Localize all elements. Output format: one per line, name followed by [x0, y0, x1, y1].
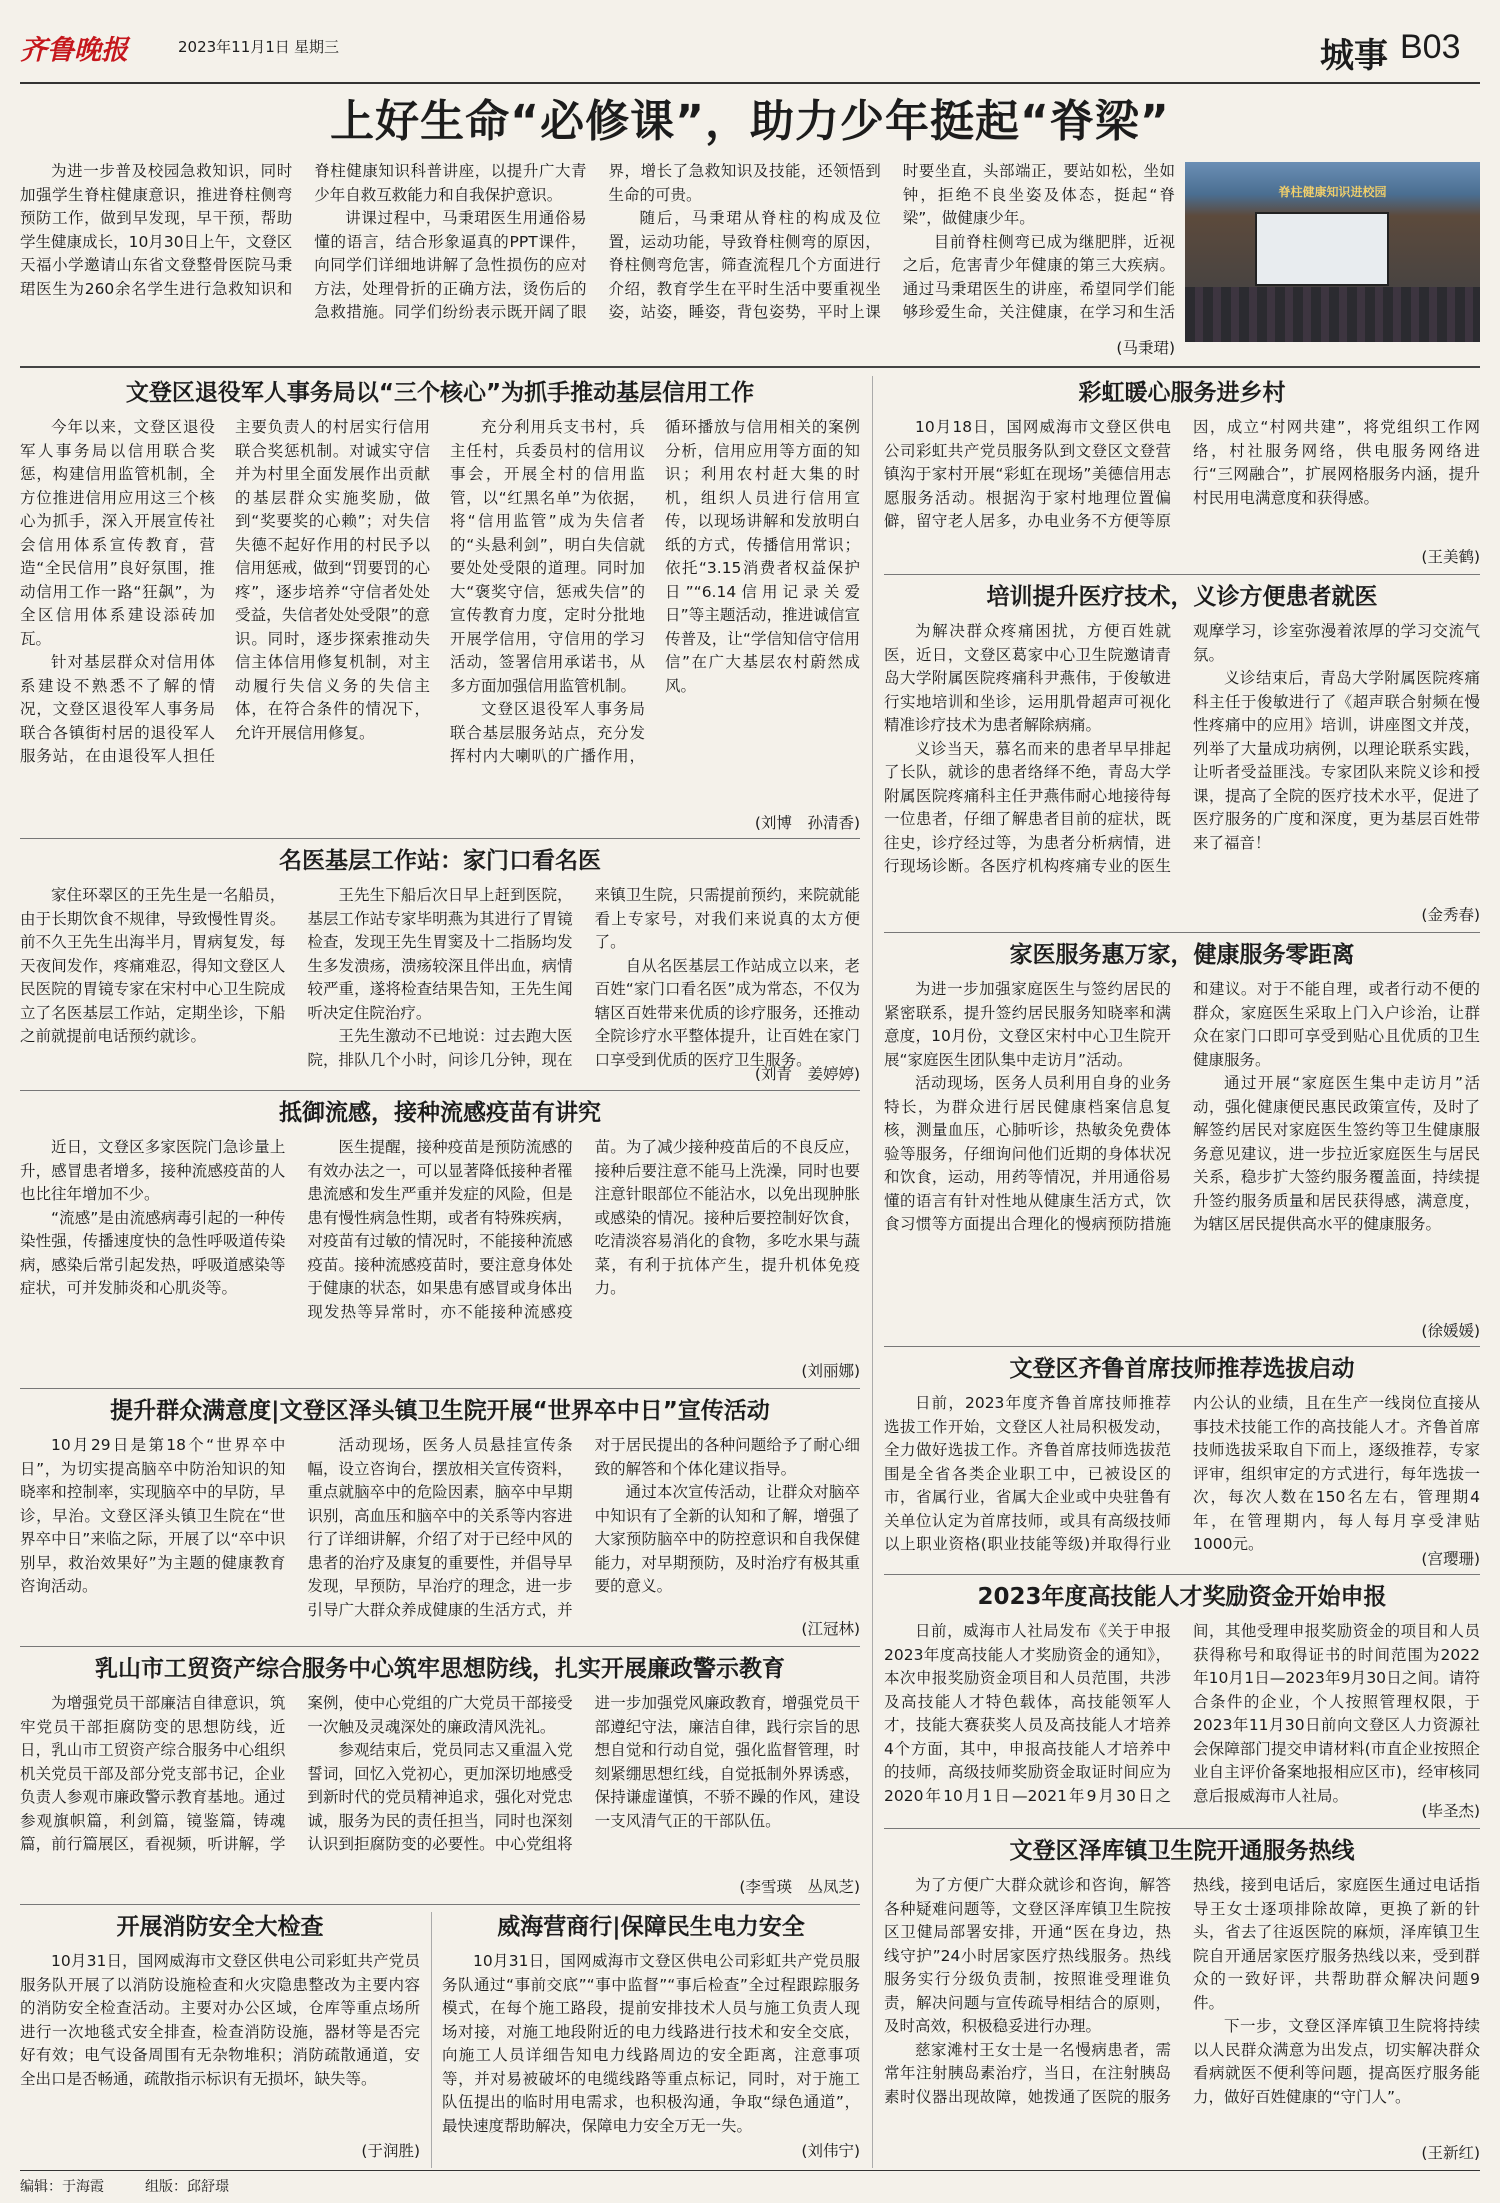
- power-body: [442, 1950, 860, 2140]
- article-divider: [20, 1388, 860, 1389]
- paragraph: 10月29日是第18个“世界卒中日”，为切实提高脑卒中防治知识的知晓率和控制率，实现脑卒中的早防，早诊，早治。文登区泽头镇卫生院在“世界卒中日”来临之际，开展了以“卒中识别早，救治效果好”为主题的健康教育咨询活动。: [20, 1436, 286, 1595]
- paragraph: 活动现场，医务人员悬挂宣传条幅，设立咨询台，摆放相关宣传资料，重点就脑卒中的危险因素，脑卒中早期识别，高血压和脑卒中的关系等内容进行了详细讲解，介绍了对于已经中风的患者的治疗及康复的重要性，并倡导早发现，早预防，早治疗的理念，进一步引导广大群众养成健康的生活方式，并对于居民提出的各种问题给予了耐心细致的解答和个体化建议指导。: [307, 1436, 860, 1619]
- layout-credit: 组版：邱舒璟: [145, 2179, 229, 2195]
- flu-body: [20, 1136, 860, 1370]
- credit-headline: 文登区退役军人事务局以“三个核心”为抓手推动基层信用工作: [125, 380, 755, 406]
- section-divider: [20, 366, 1480, 368]
- paragraph: 日前，2023年度齐鲁首席技师推荐选拔工作开始，文登区人社局积极发动，全力做好选拔工作。齐鲁首席技师选拔范围是全省各类企业职工中，已被设区的市，省属行业，省属大企业或中央驻鲁有关单位认定为首席技师，或具有高级技师以上职业资格(职业技能等级)并取得行业内公认的业绩，且在生产一线岗位直接从事技术技能工作的高技能人才。齐鲁首席技师选拔采取自下而上，逐级推荐，专家评审，组织审定的方式进行，每年选拔一次，每次人数在150名左右，管理期4年，在管理期内，每人每月享受津贴1000元。: [884, 1394, 1480, 1553]
- article-divider: [884, 1574, 1480, 1575]
- paragraph: 通过开展“家庭医生集中走访月”活动，强化健康便民惠民政策宣传，及时了解签约居民对家庭医生签约等卫生健康服务意见建议，进一步拉近家庭医生与居民关系，稳步扩大签约服务覆盖面，持续提升签约服务质量和居民获得感，满意度，为辖区居民提供高水平的健康服务。: [1193, 1074, 1480, 1233]
- talent-headline: 2023年度高技能人才奖励资金开始申报: [977, 1584, 1387, 1610]
- family-body: [884, 978, 1480, 1330]
- byline: (王新红): [1421, 2144, 1480, 2162]
- paragraph: 慈家滩村王女士是一名慢病患者，需常年注射胰岛素治疗，当日，在注射胰岛素时仪器出现故障，她拨通了医院的服务热线，接到电话后，家庭医生通过电话指导王女士逐项排除故障，更换了新的针头，省去了往返医院的麻烦，泽库镇卫生院自开通居家医疗服务热线以来，受到群众的一致好评，共帮助群众解决问题9件。: [884, 1876, 1480, 2106]
- article-divider: [20, 838, 860, 839]
- paragraph: 随后，马秉珺从脊柱的构成及位置，运动功能，导致脊柱侧弯的原因，脊柱侧弯危害，筛查流程几个方面进行介绍，教育学生在平时生活中要重视坐姿，站姿，睡姿，背包姿势，平时上课时要坐直，头部端正，要站如松，坐如钟，拒绝不良坐姿及体态，挺起“脊梁”，做健康少年。: [608, 162, 1175, 321]
- byline: (马秉珺): [1116, 339, 1175, 357]
- column-divider: [431, 1912, 432, 2168]
- page-code: B03: [1400, 28, 1461, 66]
- paragraph: 目前脊柱侧弯已成为继肥胖，近视之后，危害青少年健康的第三大疾病。通过马秉珺医生的讲座，希望同学们能够珍爱生命，关注健康，在学习和生活: [902, 232, 1175, 321]
- paragraph: 自从名医基层工作站成立以来，老百姓“家门口看名医”成为常态，不仅为辖区百姓带来优质的诊疗服务，还推动全院诊疗水平整体提升，让百姓在家门口享受到优质的医疗卫生服务。: [594, 956, 860, 1069]
- paragraph: 针对基层群众对信用体系建设不熟悉不了解的情况，文登区退役军人事务局联合各镇街村居的退役军人服务站，在由退役军人担任主要负责人的村居实行信用联合奖惩机制。对诚实守信并为村里全面发展作出贡献的基层群众实施奖励，做到“奖要奖的心赖”；对失信失德不起好作用的村民予以信用惩戒，做到“罚要罚的心疼”，逐步培养“守信者处处受益，失信者处处受限”的意识。同时，逐步探索推动失信主体信用修复机制，对主动履行失信义务的失信主体，在符合条件的情况下，允许开展信用修复。: [20, 418, 430, 765]
- lecture-photo: [1185, 162, 1480, 342]
- lead-headline: 上好生命“必修课”，助力少年挺起“脊梁”: [330, 96, 1170, 147]
- article-divider: [884, 932, 1480, 933]
- article-divider: [20, 1646, 860, 1647]
- issue-weekday: 星期三: [294, 38, 340, 56]
- paragraph: 10月31日，国网威海市文登区供电公司彩虹共产党员服务队通过“事前交底”“事中监督”“事后检查”全过程跟踪服务模式，在每个施工路段，提前安排技术人员与施工负责人现场对接，对施工地段附近的电力线路进行技术和安全交底，向施工人员详细告知电力线路周边的安全距离，注意事项等，并对易被破坏的电缆线路等重点标记，同时，对于施工队伍提出的临时用电需求，也积极沟通，争取“绿色通道”，最快速度帮助解决，保障电力安全万无一失。: [442, 1952, 860, 2135]
- paragraph: 文登区退役军人事务局联合基层服务站点，充分发挥村内大喇叭的广播作用，循环播放与信用相关的案例分析，信用应用等方面的知识；利用农村赶大集的时机，组织人员进行信用宣传，以现场讲解和发放明白纸的方式，传播信用常识；依托“3.15消费者权益保护日”“6.14信用记录关爱日”等主题活动，推进诚信宣传普及，让“学信知信守信用信”在广大基层农村蔚然成风。: [450, 418, 860, 765]
- photo-stage-banner: 脊柱健康知识进校园: [1278, 185, 1387, 199]
- paragraph: 今年以来，文登区退役军人事务局以信用联合奖惩，构建信用监管机制，全方位推进信用应用这三个核心为抓手，深入开展宣传社会信用体系宣传教育，营造“全民信用”良好氛围，推动信用工作一路“狂飙”，为全区信用体系建设添砖加瓦。: [20, 418, 215, 648]
- paragraph: 义诊结束后，青岛大学附属医院疼痛科主任于俊敏进行了《超声联合射频在慢性疼痛中的应用》培训，讲座图文并茂，列举了大量成功病例，以理论联系实践，让听者受益匪浅。专家团队来院义诊和授课，提高了全院的医疗技术水平，促进了医疗服务的广度和深度，更为基层百姓带来了福音！: [1193, 669, 1480, 852]
- paragraph: 为解决群众疼痛困扰，方便百姓就医，近日，文登区葛家中心卫生院邀请青岛大学附属医院疼痛科尹燕伟，于俊敏进行实地培训和坐诊，运用肌骨超声可视化精准诊疗技术为患者解除病痛。: [884, 622, 1171, 734]
- footer-divider: [20, 2170, 1480, 2171]
- power-headline: 威海营商行|保障民生电力安全: [497, 1914, 805, 1940]
- rainbow-headline: 彩虹暖心服务进乡村: [1078, 380, 1286, 406]
- byline: (江冠林): [801, 1620, 860, 1638]
- issue-date: 2023年11月1日: [178, 38, 290, 56]
- talent-body: [884, 1620, 1480, 1810]
- paragraph: 为增强党员干部廉洁自律意识，筑牢党员干部拒腐防变的思想防线，近日，乳山市工贸资产综合服务中心组织机关党员干部及部分党支部书记，企业负责人参观市廉政警示教育基地。通过参观旗帜篇，利剑篇，镜鉴篇，铸魂篇，前行篇展区，看视频，听讲解，学案例，使中心党组的广大党员干部接受一次触及灵魂深处的廉政清风洗礼。: [20, 1694, 573, 1853]
- stroke-headline: 提升群众满意度|文登区泽头镇卫生院开展“世界卒中日”宣传活动: [110, 1398, 770, 1424]
- integrity-body: [20, 1692, 860, 1886]
- paragraph: 10月18日，国网威海市文登区供电公司彩虹共产党员服务队到文登区文登营镇沟于家村开展“彩虹在现场”美德信用志愿服务活动。根据沟于家村地理位置偏僻，留守老人居多，办电业务不方便等原因，成立“村网共建”，将党组织工作网络，村社服务网络，供电服务网络进行“三网融合”，扩展网格服务内涵，提升村民用电满意度和获得感。: [884, 418, 1480, 530]
- byline: (宫璎珊): [1421, 1550, 1480, 1568]
- paragraph: “流感”是由流感病毒引起的一种传染性强，传播速度快的急性呼吸道传染病，感染后常引起发热，呼吸道感染等症状，可并发肺炎和心肌炎等。: [20, 1208, 286, 1297]
- article-divider: [884, 574, 1480, 575]
- doctor-body: [20, 884, 860, 1074]
- hotline-body: [884, 1874, 1480, 2142]
- byline: (徐媛媛): [1421, 1322, 1480, 1340]
- stroke-body: [20, 1434, 860, 1628]
- byline: (李雪瑛 丛凤芝): [739, 1878, 860, 1896]
- technician-headline: 文登区齐鲁首席技师推荐选拔启动: [1009, 1356, 1355, 1382]
- fire-headline: 开展消防安全大检查: [116, 1914, 324, 1940]
- byline: (刘伟宁): [801, 2142, 860, 2160]
- rainbow-body: [884, 416, 1480, 556]
- paragraph: 下一步，文登区泽库镇卫生院将持续以人民群众满意为出发点，切实解决群众看病就医不便利等问题，提高医疗服务能力，做好百姓健康的“守门人”。: [1193, 2017, 1480, 2106]
- photo-screen: [1255, 212, 1389, 286]
- paragraph: 为进一步加强家庭医生与签约居民的紧密联系，提升签约居民服务知晓率和满意度，10月份，文登区宋村中心卫生院开展“家庭医生团队集中走访月”活动。: [884, 980, 1171, 1069]
- article-divider: [20, 1904, 860, 1905]
- fire-body: [20, 1950, 420, 2140]
- column-divider: [872, 376, 873, 2168]
- article-divider: [884, 1346, 1480, 1347]
- photo-audience: [1185, 287, 1480, 342]
- paragraph: 为进一步普及校园急救知识，同时加强学生脊柱健康意识，推进脊柱侧弯预防工作，做到早发现，早干预，帮助学生健康成长，10月30日上午，文登区天福小学邀请山东省文登整骨医院马秉珺医生为260余名学生进行急救知识和脊柱健康知识科普讲座，以提升广大青少年自救互救能力和自我保护意识。: [20, 162, 587, 298]
- editor-credit: 编辑：于海霞: [20, 2179, 104, 2195]
- paragraph: 参观结束后，党员同志又重温入党誓词，回忆入党初心，更加深切地感受到新时代的党员精神追求，强化对党忠诚，服务为民的责任担当，同时也深刻认识到拒腐防变的必要性。中心党组将进一步加强党风廉政教育，增强党员干部遵纪守法，廉洁自律，践行宗旨的思想自觉和行动自觉，强化监督管理，时刻紧绷思想红线，自觉抵制外界诱惑，保持谦虚谨慎，不骄不躁的作风，建设一支风清气正的干部队伍。: [307, 1694, 860, 1853]
- paragraph: 通过本次宣传活动，让群众对脑卒中知识有了全新的认知和了解，增强了大家预防脑卒中的防控意识和自我保健能力，对早期预防，及时治疗有极其重要的意义。: [594, 1483, 860, 1595]
- article-divider: [884, 1828, 1480, 1829]
- paragraph: 为了方便广大群众就诊和咨询，解答各种疑难问题等，文登区泽库镇卫生院按区卫健局部署安排，开通“医在身边，热线守护”24小时居家医疗热线服务。热线服务实行分级负责制，按照谁受理谁负责，解决问题与宣传疏导相结合的原则，及时高效，积极稳妥进行办理。: [884, 1876, 1171, 2035]
- paragraph: 医生提醒，接种疫苗是预防流感的有效办法之一，可以显著降低接种者罹患流感和发生严重并发症的风险，但是患有慢性病急性期，或者有特殊疾病，对疫苗有过敏的情况时，不能接种流感疫苗。接种流感疫苗时，要注意身体处于健康的状态，如果患有感冒或身体出现发热等异常时，亦不能接种流感疫苗。为了减少接种疫苗后的不良反应，接种后要注意不能马上洗澡，同时也要注意针眼部位不能沾水，以免出现肿胀或感染的情况。接种后要控制好饮食，吃清淡容易消化的食物，多吃水果与蔬菜，有利于抗体产生，提升机体免疫力。: [307, 1138, 860, 1321]
- credit-body: [20, 416, 860, 821]
- paragraph: 日前，威海市人社局发布《关于申报2023年度高技能人才奖励资金的通知》，本次申报奖励资金项目和人员范围，共涉及高技能人才特色载体，高技能领军人才，技能大赛获奖人员及高技能人才培养4个方面，其中，申报高技能人才培养中的技师，高级技师奖励资金取证时间应为2020年10月1日—2021年9月30日之间，其他受理申报奖励资金的项目和人员获得称号和取得证书的时间范围为2022年10月1日—2023年9月30日之间。请符合条件的企业，个人按照管理权限，于2023年11月30日前向文登区人力资源社会保障部门提交申请材料(市直企业按照企业自主评价备案地报相应区市)，经审核同意后报威海市人社局。: [884, 1622, 1480, 1805]
- paragraph: 王先生下船后次日早上赶到医院，基层工作站专家毕明燕为其进行了胃镜检查，发现王先生胃窦及十二指肠均发生多发溃疡，溃疡较深且伴出血，病情较严重，遂将检查结果告知，王先生闻听决定住院治疗。: [307, 886, 573, 1022]
- byline: (刘丽娜): [801, 1362, 860, 1380]
- article-divider: [20, 1090, 860, 1091]
- byline: (刘博 孙清香): [754, 814, 860, 832]
- section-name: 城事: [1320, 36, 1388, 76]
- paragraph: 10月31日，国网威海市文登区供电公司彩虹共产党员服务队开展了以消防设施检查和火灾隐患整改为主要内容的消防安全检查活动。主要对办公区域，仓库等重点场所进行一次地毯式安全排查，检查消防设施，器材等是否完好有效；电气设备周围有无杂物堆积；消防疏散通道，安全出口是否畅通，疏散指示标识有无损坏，缺失等。: [20, 1952, 420, 2088]
- paragraph: 讲课过程中，马秉珺医生用通俗易懂的语言，结合形象逼真的PPT课件，向同学们详细地讲解了急性损伤的应对方法，处理骨折的正确方法，烫伤后的急救措施。同学们纷纷表示既开阔了眼界，增长了急救知识及技能，还领悟到生命的可贵。: [314, 162, 881, 321]
- paragraph: 王先生激动不已地说：过去跑大医院，排队几个小时，问诊几分钟，现在来镇卫生院，只需提前预约，来院就能看上专家号，对我们来说真的太方便了。: [307, 886, 860, 1069]
- paragraph: 近日，文登区多家医院门急诊量上升，感冒患者增多，接种流感疫苗的人也比往年增加不少。: [20, 1138, 286, 1203]
- byline: (刘青 姜婷婷): [754, 1065, 860, 1083]
- hotline-headline: 文登区泽库镇卫生院开通服务热线: [1009, 1838, 1355, 1864]
- masthead-divider: [20, 82, 1480, 84]
- doctor-headline: 名医基层工作站：家门口看名医: [279, 848, 601, 874]
- flu-headline: 抵御流感，接种流感疫苗有讲究: [279, 1100, 601, 1126]
- paragraph: 义诊当天，慕名而来的患者早早排起了长队，就诊的患者络绎不绝，青岛大学附属医院疼痛科主任尹燕伟耐心地接待每一位患者，仔细了解患者目前的症状，既往史，诊疗经过等，为患者分析病情，进行现场诊断。各医疗机构疼痛专业的医生观摩学习，诊室弥漫着浓厚的学习交流气氛。: [884, 622, 1480, 875]
- paragraph: 活动现场，医务人员利用自身的业务特长，为群众进行居民健康档案信息复核，测量血压，心肺听诊，热敏灸免费体验等服务，仔细询问他们近期的身体状况和饮食，运动，用药等情况，并用通俗易懂的语言有针对性地从健康生活方式，饮食习惯等方面提出合理化的慢病预防措施和建议。对于不能自理，或者行动不便的群众，家庭医生采取上门入户诊治，让群众在家门口即可享受到贴心且优质的卫生健康服务。: [884, 980, 1480, 1233]
- technician-body: [884, 1392, 1480, 1558]
- lead-body: [20, 160, 1175, 346]
- paragraph: 充分利用兵支书村，兵主任村，兵委员村的信用议事会，开展全村的信用监管，以“红黑名单”为依据，将“信用监管”成为失信者的“头悬利剑”，明白失信就要处处受限的道理。同时加大“褒奖守信，惩戒失信”的宣传教育力度，定时分批地开展学信用，守信用的学习活动，签署信用承诺书，从多方面加强信用监管机制。: [450, 418, 645, 695]
- training-headline: 培训提升医疗技术，义诊方便患者就医: [986, 584, 1378, 610]
- byline: (王美鹤): [1421, 548, 1480, 566]
- paragraph: 家住环翠区的王先生是一名船员，由于长期饮食不规律，导致慢性胃炎。前不久王先生出海半月，胃病复发，每天夜间发作，疼痛难忍，得知文登区人民医院的胃镜专家在宋村中心卫生院成立了名医基层工作站，定期坐诊，下船之前就提前电话预约就诊。: [20, 886, 286, 1045]
- byline: (金秀春): [1421, 906, 1480, 924]
- byline: (于润胜): [361, 2142, 420, 2160]
- byline: (毕圣杰): [1421, 1802, 1480, 1820]
- family-headline: 家医服务惠万家，健康服务零距离: [1009, 942, 1355, 968]
- paper-logo: 齐鲁晚报: [20, 35, 128, 66]
- training-body: [884, 620, 1480, 914]
- masthead: [20, 28, 1480, 80]
- integrity-headline: 乳山市工贸资产综合服务中心筑牢思想防线，扎实开展廉政警示教育: [95, 1656, 785, 1682]
